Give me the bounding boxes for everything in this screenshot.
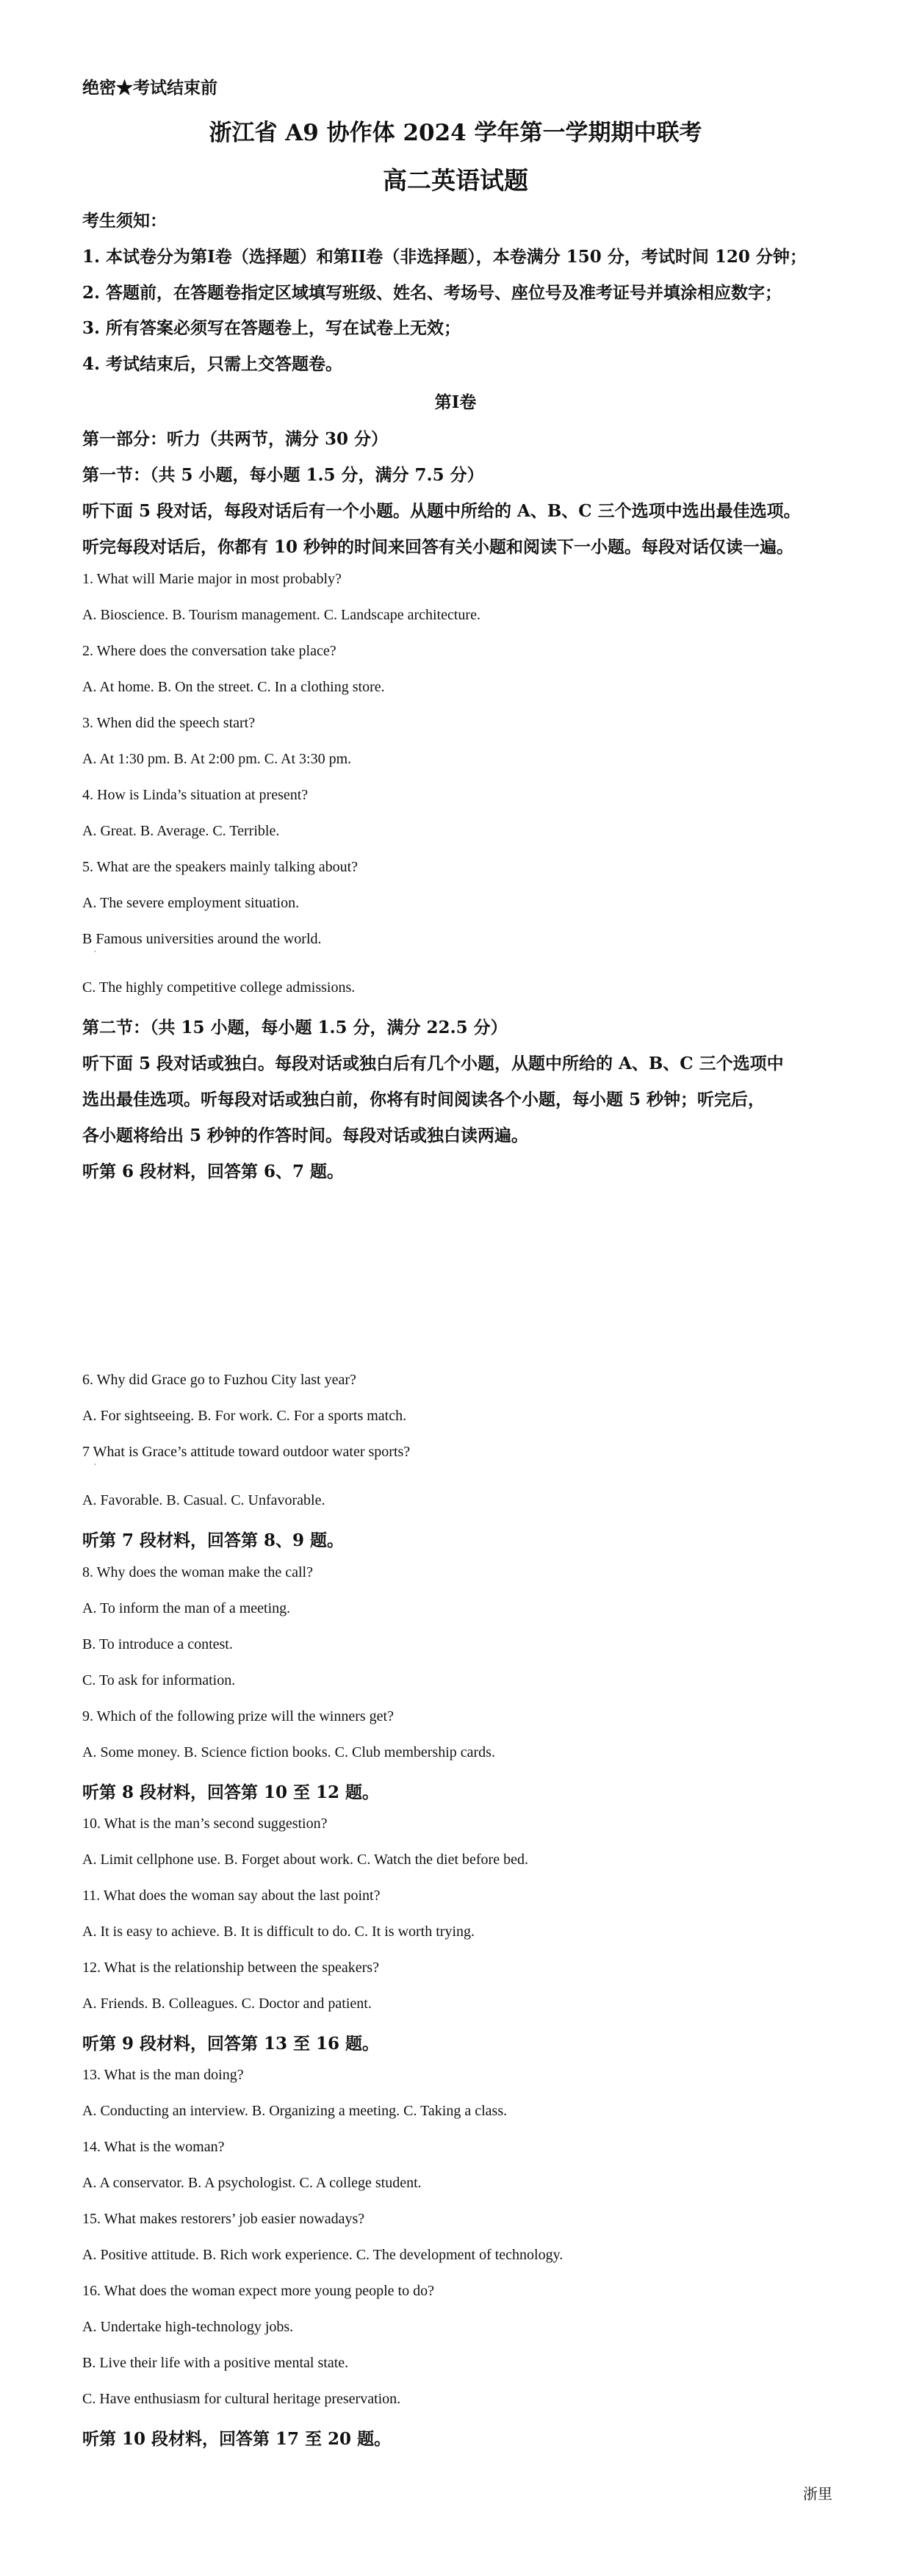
question-1-options: A. Bioscience. B. Tourism management. C. Landscape architecture. <box>82 607 480 623</box>
question-8-option-b: B. To introduce a contest. <box>82 1636 233 1652</box>
question-14: 14. What is the woman? <box>82 2139 225 2155</box>
question-8-option-a: A. To inform the man of a meeting. <box>82 1600 291 1616</box>
question-9-options: A. Some money. B. Science fiction books. C. Club membership cards. <box>82 1744 495 1760</box>
page-footer: 浙里 <box>803 2485 832 2503</box>
question-7: 7 What is Grace’s attitude toward outdoor water sports? <box>82 1444 411 1460</box>
part1-title: 第一部分：听力（共两节，满分 30 分） <box>82 429 389 449</box>
question-10: 10. What is the man’s second suggestion? <box>82 1816 328 1832</box>
question-3-options: A. At 1:30 pm. B. At 2:00 pm. C. At 3:30 pm. <box>82 751 352 767</box>
question-11: 11. What does the woman say about the last point? <box>82 1888 381 1904</box>
question-4: 4. How is Linda’s situation at present? <box>82 787 309 803</box>
material-8-heading: 听第 8 段材料，回答第 10 至 12 题。 <box>82 1782 380 1802</box>
question-5-option-c: C. The highly competitive college admissions. <box>82 979 356 996</box>
exam-title: 浙江省 A9 协作体 2024 学年第一学期期中联考 <box>209 120 702 146</box>
material-7-heading: 听第 7 段材料，回答第 8、9 题。 <box>82 1530 345 1550</box>
question-16-option-c: C. Have enthusiasm for cultural heritage preservation. <box>82 2391 401 2407</box>
material-9-heading: 听第 9 段材料，回答第 13 至 16 题。 <box>82 2034 380 2054</box>
question-13-options: A. Conducting an interview. B. Organizing a meeting. C. Taking a class. <box>82 2103 508 2119</box>
question-14-options: A. A conservator. B. A psychologist. C. A college student. <box>82 2175 422 2191</box>
material-10-heading: 听第 10 段材料，回答第 17 至 20 题。 <box>82 2429 392 2449</box>
question-10-options: A. Limit cellphone use. B. Forget about work. C. Watch the diet before bed. <box>82 1852 528 1868</box>
question-15-options: A. Positive attitude. B. Rich work experience. C. The development of technology. <box>82 2247 563 2263</box>
notice-item: 4. 考试结束后，只需上交答题卷。 <box>82 354 343 374</box>
section2-instruction: 各小题将给出 5 秒钟的作答时间。每段对话或独白读两遍。 <box>82 1126 529 1145</box>
question-4-options: A. Great. B. Average. C. Terrible. <box>82 823 280 839</box>
stray-dot: · <box>94 949 96 956</box>
question-7-options: A. Favorable. B. Casual. C. Unfavorable. <box>82 1492 325 1508</box>
section2-instruction: 听下面 5 段对话或独白。每段对话或独白后有几个小题，从题中所给的 A、B、C 三个选项中 <box>82 1054 784 1073</box>
volume-heading: 第I卷 <box>434 392 477 412</box>
material-6-heading: 听第 6 段材料，回答第 6、7 题。 <box>82 1162 345 1181</box>
question-1: 1. What will Marie major in most probably? <box>82 571 342 587</box>
notice-item: 2. 答题前，在答题卷指定区域填写班级、姓名、考场号、座位号及准考证号并填涂相应数字； <box>82 283 782 303</box>
section2-title: 第二节：（共 15 小题，每小题 1.5 分，满分 22.5 分） <box>82 1018 508 1037</box>
question-12-options: A. Friends. B. Colleagues. C. Doctor and patient. <box>82 1996 372 2012</box>
question-8: 8. Why does the woman make the call? <box>82 1564 313 1580</box>
question-2: 2. Where does the conversation take place? <box>82 643 336 659</box>
question-16: 16. What does the woman expect more young people to do? <box>82 2283 434 2299</box>
section1-title: 第一节：（共 5 小题，每小题 1.5 分，满分 7.5 分） <box>82 465 484 485</box>
question-2-options: A. At home. B. On the street. C. In a clothing store. <box>82 679 385 695</box>
question-5-option-b: B Famous universities around the world. <box>82 931 322 947</box>
notice-item: 1. 本试卷分为第I卷（选择题）和第II卷（非选择题），本卷满分 150 分，考试时间 120 分钟； <box>82 247 807 267</box>
notice-heading: 考生须知： <box>82 211 167 231</box>
question-16-option-b: B. Live their life with a positive mental state. <box>82 2355 349 2371</box>
question-3: 3. When did the speech start? <box>82 715 256 731</box>
question-15: 15. What makes restorers’ job easier nowadays? <box>82 2211 365 2227</box>
question-12: 12. What is the relationship between the speakers? <box>82 1960 379 1976</box>
question-5: 5. What are the speakers mainly talking about? <box>82 859 359 875</box>
question-9: 9. Which of the following prize will the winners get? <box>82 1708 394 1724</box>
confidential-label: 绝密★考试结束前 <box>82 78 217 98</box>
section1-instruction: 听下面 5 段对话，每段对话后有一个小题。从题中所给的 A、B、C 三个选项中选出最佳选项。 <box>82 501 801 521</box>
section2-instruction: 选出最佳选项。听每段对话或独白前，你将有时间阅读各个小题，每小题 5 秒钟；听完后， <box>82 1090 766 1109</box>
question-8-option-c: C. To ask for information. <box>82 1672 236 1688</box>
question-6: 6. Why did Grace go to Fuzhou City last year? <box>82 1372 356 1388</box>
question-6-options: A. For sightseeing. B. For work. C. For a sports match. <box>82 1408 407 1424</box>
exam-subtitle: 高二英语试题 <box>383 166 528 195</box>
notice-item: 3. 所有答案必须写在答题卷上，写在试卷上无效； <box>82 318 461 338</box>
stray-dot: · <box>94 1461 96 1469</box>
question-11-options: A. It is easy to achieve. B. It is difficult to do. C. It is worth trying. <box>82 1924 475 1940</box>
section1-instruction: 听完每段对话后，你都有 10 秒钟的时间来回答有关小题和阅读下一小题。每段对话仅读一遍。 <box>82 537 794 557</box>
question-16-option-a: A. Undertake high-technology jobs. <box>82 2319 294 2335</box>
question-13: 13. What is the man doing? <box>82 2067 244 2083</box>
question-5-option-a: A. The severe employment situation. <box>82 895 300 911</box>
